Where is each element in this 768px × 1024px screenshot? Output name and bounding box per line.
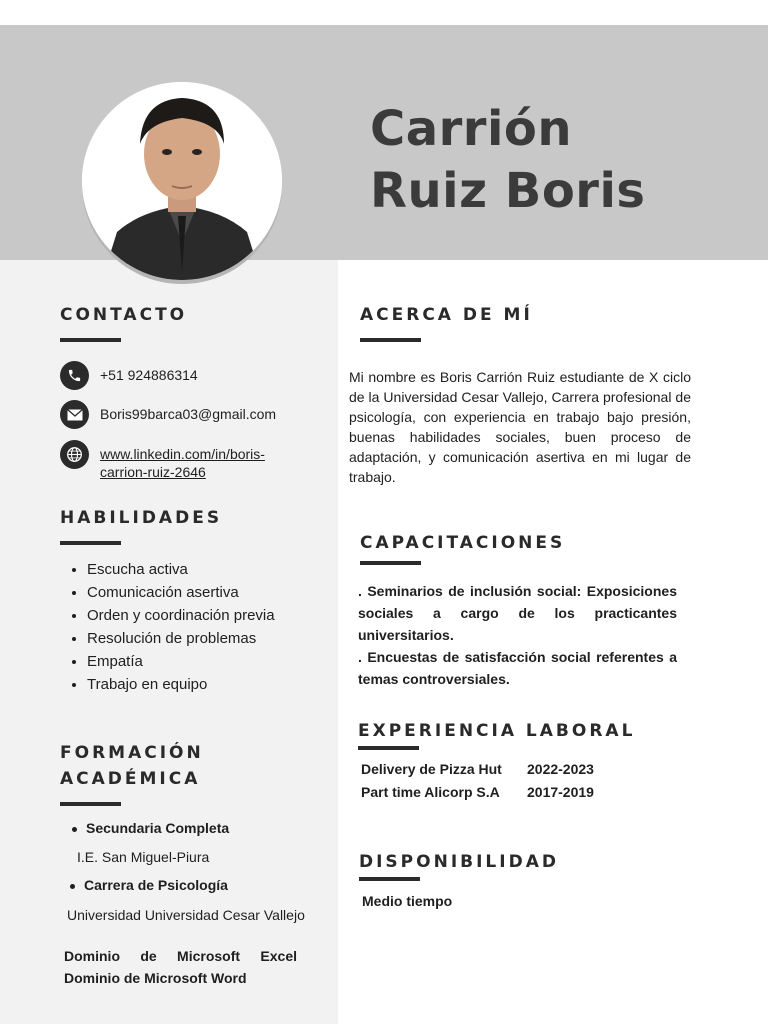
bullet-icon xyxy=(72,827,77,832)
trainings-item-2: . Encuestas de satisfacción social referentes a temas controversiales. xyxy=(358,649,677,687)
contact-underline xyxy=(60,338,121,342)
candidate-name xyxy=(370,98,646,222)
experience-years: 2017-2019 xyxy=(527,784,594,800)
education-title xyxy=(60,740,204,792)
list-item: • Resolución de problemas xyxy=(87,627,347,650)
contact-title: CONTACTO xyxy=(60,305,188,325)
skills-title: HABILIDADES xyxy=(60,508,223,528)
list-item: • Orden y coordinación previa xyxy=(87,604,347,627)
profile-photo xyxy=(82,82,282,280)
education-degree-2 xyxy=(70,876,228,894)
experience-role: Delivery de Pizza Hut xyxy=(361,761,502,777)
trainings-item-1: . Seminarios de inclusión social: Exposiciones sociales a cargo de los practicantes universitarios. xyxy=(358,583,677,643)
skills-list xyxy=(60,558,347,696)
software-line-2: Dominio de Microsoft Word xyxy=(64,970,247,986)
availability-underline xyxy=(359,877,420,881)
contact-phone xyxy=(60,361,198,390)
mail-icon xyxy=(60,400,89,429)
linkedin-link[interactable] xyxy=(100,445,265,481)
linkedin-line-1: www.linkedin.com/in/boris- xyxy=(100,446,265,462)
about-title: ACERCA DE MÍ xyxy=(360,305,533,325)
degree-text: Secundaria Completa xyxy=(86,820,230,836)
phone-icon xyxy=(60,361,89,390)
degree-text: Carrera de Psicología xyxy=(84,877,228,893)
education-degree-1 xyxy=(72,819,229,837)
experience-row-1 xyxy=(361,761,594,777)
education-school-2: Universidad Universidad Cesar Vallejo xyxy=(67,907,305,923)
name-line-1: Carrión xyxy=(370,101,573,157)
bullet-icon xyxy=(70,884,75,889)
list-item: • Escucha activa xyxy=(87,558,347,581)
linkedin-line-2: carrion-ruiz-2646 xyxy=(100,464,206,480)
list-item: • Empatía xyxy=(87,650,347,673)
contact-linkedin xyxy=(60,440,265,481)
software-line-1: Dominio de Microsoft Excel xyxy=(64,948,297,964)
experience-role: Part time Alicorp S.A xyxy=(361,784,500,800)
experience-underline xyxy=(358,746,419,750)
education-school-1: I.E. San Miguel-Piura xyxy=(77,849,210,865)
experience-title: EXPERIENCIA LABORAL xyxy=(358,721,636,741)
education-underline xyxy=(60,802,121,806)
about-underline xyxy=(360,338,421,342)
education-title-line-2: ACADÉMICA xyxy=(60,769,201,789)
experience-row-2 xyxy=(361,784,594,800)
availability-title: DISPONIBILIDAD xyxy=(359,852,559,872)
skills-underline xyxy=(60,541,121,545)
about-text: Mi nombre es Boris Carrión Ruiz estudiante de X ciclo de la Universidad Cesar Vallejo, Carrera profesional de psicología, con experiencia en trabajo bajo presión, buenas habilidades sociales, buen proceso de adaptación, y comunicación asertiva en mi lugar de trabajo. xyxy=(349,369,691,485)
contact-email xyxy=(60,400,276,429)
education-title-line-1: FORMACIÓN xyxy=(60,743,204,763)
availability-value: Medio tiempo xyxy=(362,893,453,909)
name-line-2: Ruiz Boris xyxy=(370,163,646,219)
phone-text: +51 924886314 xyxy=(100,367,198,383)
globe-icon xyxy=(60,440,89,469)
email-text[interactable]: Boris99barca03@gmail.com xyxy=(100,406,277,422)
experience-years: 2022-2023 xyxy=(527,761,594,777)
trainings-title: CAPACITACIONES xyxy=(360,533,566,553)
list-item: • Comunicación asertiva xyxy=(87,581,347,604)
software-skills xyxy=(64,945,297,989)
list-item: • Trabajo en equipo xyxy=(87,673,347,696)
trainings-underline xyxy=(360,561,421,565)
